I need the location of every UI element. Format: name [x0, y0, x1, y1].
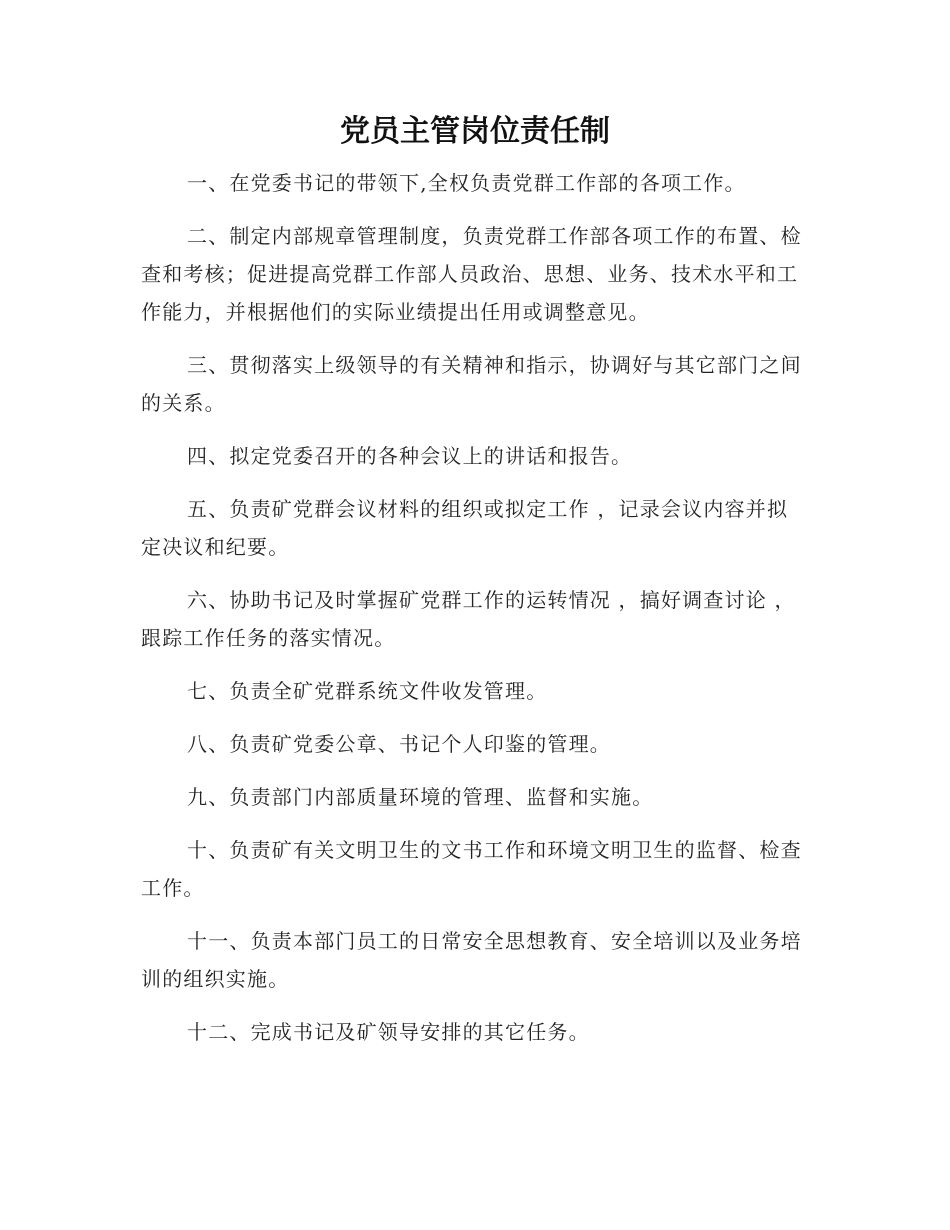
paragraph-3: 三、贯彻落实上级领导的有关精神和指示，协调好与其它部门之间的关系。 [141, 353, 802, 415]
paragraph-8: 八、负责矿党委公章、书记个人印鉴的管理。 [187, 732, 611, 756]
paragraph-10: 十、负责矿有关文明卫生的文书工作和环境文明卫生的监督、检查工作。 [141, 838, 802, 900]
paragraph-12: 十二、完成书记及矿领导安排的其它任务。 [187, 1020, 590, 1044]
paragraph-9: 九、负责部门内部质量环境的管理、监督和实施。 [187, 785, 654, 809]
paragraph-11: 十一、负责本部门员工的日常安全思想教育、安全培训以及业务培训的组织实施。 [141, 929, 802, 991]
document-title: 党员主管岗位责任制 [340, 114, 610, 149]
paragraph-1: 一、在党委书记的带领下,全权负责党群工作部的各项工作。 [187, 171, 746, 195]
paragraph-6: 六、协助书记及时掌握矿党群工作的运转情况 ，搞好调查讨论 ，跟踪工作任务的落实情况。 [141, 588, 796, 650]
paragraph-7: 七、负责全矿党群系统文件收发管理。 [187, 679, 548, 703]
document-body [141, 164, 805, 1066]
paragraph-4: 四、拟定党委召开的各种会议上的讲话和报告。 [187, 444, 633, 468]
paragraph-2: 二、制定内部规章管理制度，负责党群工作部各项工作的布置、检查和考核；促进提高党群工作部人员政治、思想、业务、技术水平和工作能力，并根据他们的实际业绩提出任用或调整意见。 [141, 224, 802, 324]
paragraph-5: 五、负责矿党群会议材料的组织或拟定工作 ，记录会议内容并拟定决议和纪要。 [141, 497, 789, 559]
